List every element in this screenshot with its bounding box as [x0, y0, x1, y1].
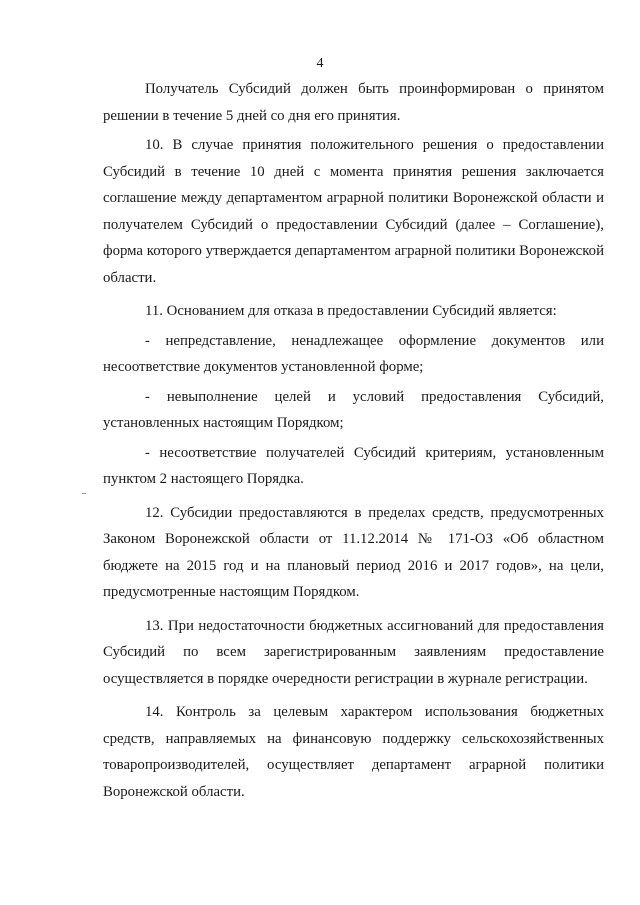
paragraph-13: 13. При недостаточности бюджетных ассигнований для предоставления Субсидий по всем зарегистрированным заявлениям предоставление осуществляется в порядке очередности регистрации в журнале регистрации.: [103, 617, 604, 687]
paragraph-12: 12. Субсидии предоставляются в пределах средств, предусмотренных Законом Воронежской области от 11.12.2014 № 171-ОЗ «Об областном бюджете на 2015 год и на плановый период 2016 и 2017 годов», на цели, предусмотренные настоящим Порядком.: [103, 504, 604, 600]
paragraph-11: 11. Основанием для отказа в предоставлении Субсидий является:: [145, 303, 557, 319]
paragraph-11-item-2: - невыполнение целей и условий предоставления Субсидий, установленных настоящим Порядком;: [103, 388, 604, 431]
paragraph-14: 14. Контроль за целевым характером использования бюджетных средств, направляемых на финансовую поддержку сельскохозяйственных товаропроизводителей, осуществляет департамент аграрной политики Воронежской области.: [103, 704, 604, 800]
page-number: 4: [316, 56, 324, 71]
paragraph-10: 10. В случае принятия положительного решения о предоставлении Субсидий в течение 10 дней с момента принятия решения заключается соглашение между департаментом аграрной политики Воронежской области и получателем Субсидий о предоставлении Субсидий (далее – Соглашение), форма которого утверждается департаментом аграрной политики Воронежской области.: [103, 137, 604, 286]
scan-mark: [82, 493, 86, 494]
paragraph-11-item-1: - непредставление, ненадлежащее оформление документов или несоответствие документов установленной форме;: [103, 332, 604, 375]
document-body: [103, 76, 604, 812]
paragraph-11-item-3: - несоответствие получателей Субсидий критериям, установленным пунктом 2 настоящего Порядка.: [103, 444, 604, 487]
paragraph-notification: Получатель Субсидий должен быть проинформирован о принятом решении в течение 5 дней со дня его принятия.: [103, 81, 604, 124]
